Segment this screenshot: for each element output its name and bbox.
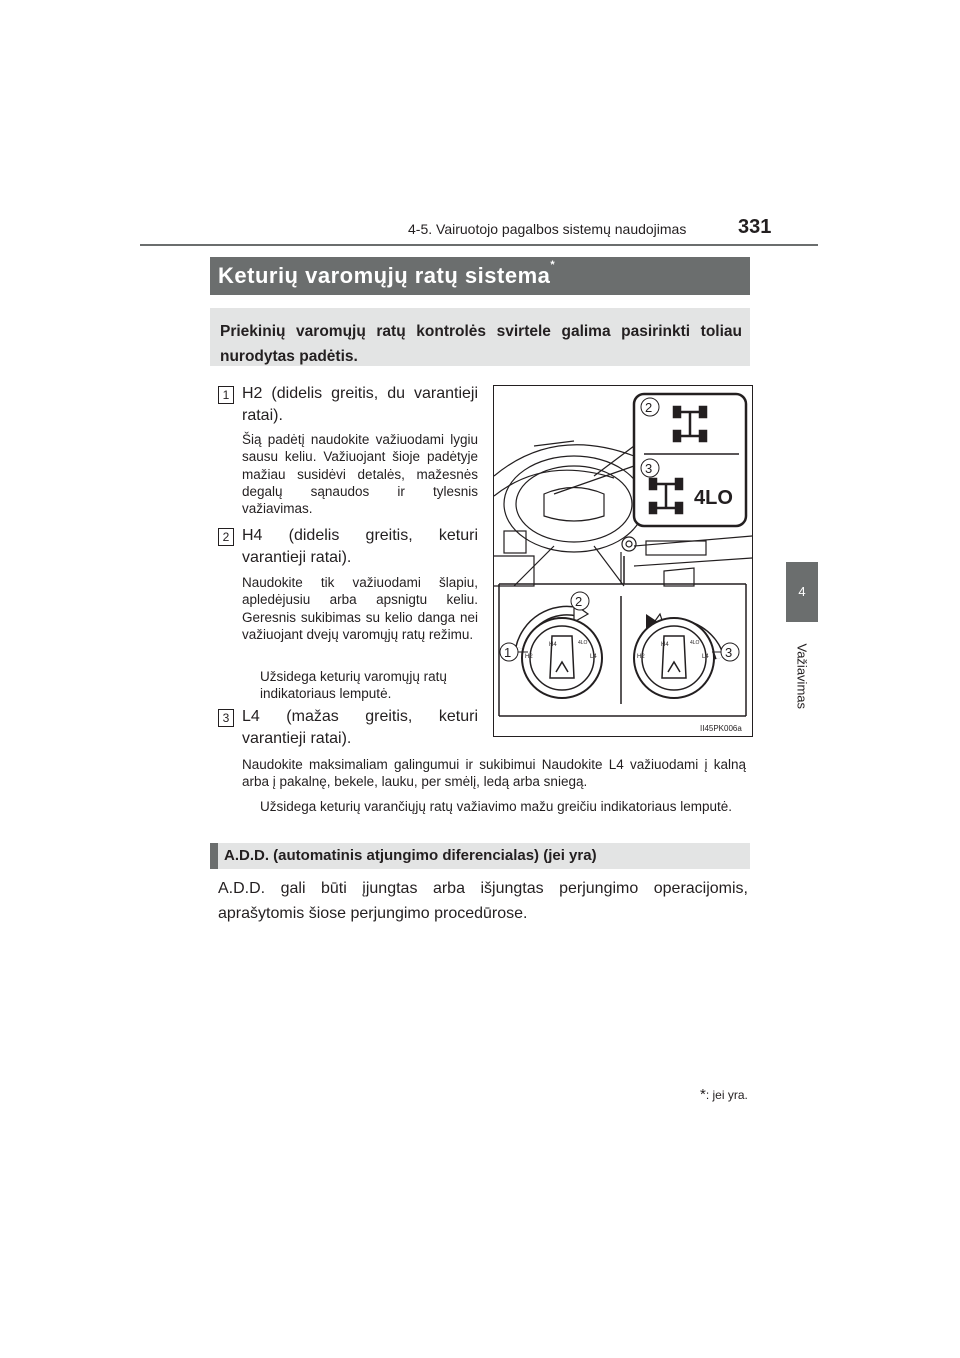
- callout-2-top: 2: [645, 400, 653, 415]
- knob-label-4lo: 4LO: [578, 640, 588, 646]
- knob-label-h2: H2: [525, 654, 533, 660]
- knob-label-l4: L4: [702, 654, 709, 660]
- callout-3-top: 3: [645, 461, 653, 476]
- footnote: [700, 1086, 748, 1103]
- subsection-heading: A.D.D. (automatinis atjungimo diferencialas) (jei yra): [224, 847, 597, 864]
- add-body-text: A.D.D. gali būti įjungtas arba išjungtas perjungimo operacijomis, aprašytomis šiose perjungimo procedūrose.: [218, 880, 748, 922]
- intro-box: [210, 308, 750, 366]
- intro-text: Priekinių varomųjų ratų kontrolės svirtele galima pasirinkti toliau nurodytas padėtis.: [220, 323, 742, 365]
- callout-1-bottom: 1: [504, 645, 512, 660]
- lever-diagram: [494, 386, 752, 736]
- section-heading: [218, 259, 556, 289]
- knob-label-h4: H4: [661, 642, 669, 648]
- item-note-2: Užsidega keturių varomųjų ratų indikatoriaus lemputė.: [260, 669, 447, 701]
- item-body-1: Šią padėtį naudokite važiuodami lygiu sausu keliu. Važiuojant šioje padėtyje mažiau susidėvi detalės, mažesnės degalų sąnaudos ir tylesnis važiavimas.: [242, 432, 478, 517]
- item-number-1: 1: [218, 386, 234, 404]
- item-heading-1: H2 (didelis greitis, du varantieji ratai).: [242, 385, 478, 424]
- knob-label-4lo: 4LO: [690, 640, 700, 646]
- transfer-knob-right: [634, 614, 720, 698]
- footnote-star: *: [700, 1086, 706, 1103]
- callout-2-bottom: 2: [575, 594, 583, 609]
- subsection-heading-bar: [210, 843, 750, 869]
- figure-code: II45PK006a: [700, 724, 742, 733]
- footnote-star: *: [550, 259, 556, 271]
- section-heading-bar: [210, 257, 750, 295]
- chapter-number: 4: [798, 584, 806, 599]
- knob-label-h4: H4: [549, 642, 557, 648]
- item-heading-3: L4 (mažas greitis, keturi varantieji ratai).: [242, 708, 478, 747]
- item-body-2: Naudokite tik važiuodami šlapiu, apledėjusiu arba apsnigtu keliu. Geresnis sukibimas su kelio danga nei važiuojant dvejų varomųjų ratų režimu.: [242, 575, 478, 642]
- lever-illustration: [493, 385, 753, 737]
- knob-label-h2: H2: [637, 654, 645, 660]
- item-heading-2: H4 (didelis greitis, keturi varantieji ratai).: [242, 527, 478, 566]
- chapter-label: Važiavimas: [794, 643, 810, 710]
- item-number-2: 2: [218, 528, 234, 546]
- page-number: 331: [738, 216, 772, 238]
- footnote-text: : jei yra.: [705, 1088, 748, 1102]
- item-note-3: Užsidega keturių varančiųjų ratų važiavimo mažu greičiu indikatoriaus lemputė.: [260, 799, 732, 814]
- item-body-3: Naudokite maksimaliam galingumui ir sukibimui Naudokite L4 važiuodami į kalną arba į pakalnę, bekele, lauku, per smėlį, ledą arba sniegą.: [242, 757, 746, 790]
- transfer-knob-left: [520, 604, 602, 698]
- 4lo-indicator-text: 4LO: [694, 487, 733, 509]
- section-title: 4-5. Vairuotojo pagalbos sistemų naudojimas: [408, 221, 687, 237]
- item-number-3: 3: [218, 709, 234, 727]
- knob-label-l4: L4: [590, 654, 597, 660]
- chapter-tab: [786, 562, 818, 622]
- header-rule: [140, 244, 818, 246]
- section-heading-text: Keturių varomųjų ratų sistema: [218, 263, 551, 288]
- callout-3-bottom: 3: [725, 645, 733, 660]
